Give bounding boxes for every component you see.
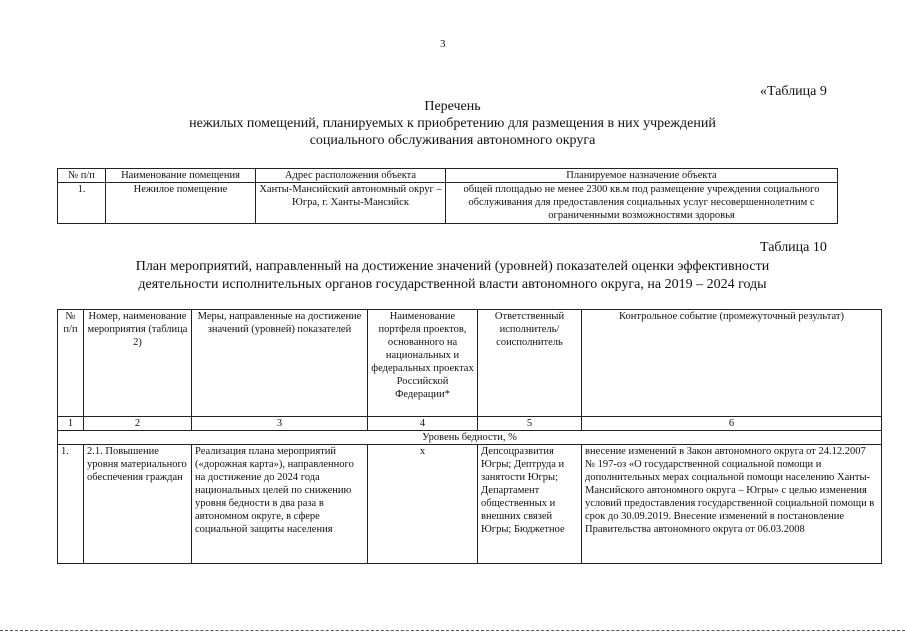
table10-label: Таблица 10 bbox=[760, 240, 827, 255]
section-heading-cell: Уровень бедности, % bbox=[58, 431, 882, 445]
column-number-cell: 2 bbox=[84, 417, 192, 431]
table9-header-cell: Планируемое назначение объекта bbox=[446, 169, 838, 183]
page-number: 3 bbox=[440, 38, 446, 50]
table9-label: «Таблица 9 bbox=[760, 84, 827, 99]
table9-header-row bbox=[58, 169, 838, 183]
table9-header-cell: Адрес расположения объекта bbox=[256, 169, 446, 183]
table9-title bbox=[0, 98, 905, 149]
table10-cell-num: 1. bbox=[58, 445, 84, 564]
table9-cell-purpose: общей площадью не менее 2300 кв.м под размещение учреждения социального обслуживания для предоставления социальных услуг несовершеннолетним с ограниченными возможностями здоровья bbox=[446, 183, 838, 224]
table9-title-line: социального обслуживания автономного округа bbox=[309, 133, 596, 148]
column-number-cell: 4 bbox=[368, 417, 478, 431]
table10-section-row bbox=[58, 431, 882, 445]
table10-cell-portfolio: х bbox=[368, 445, 478, 564]
column-number-cell: 1 bbox=[58, 417, 84, 431]
table-row bbox=[58, 445, 882, 564]
table9-title-line: Перечень bbox=[424, 99, 481, 114]
table10-title bbox=[0, 258, 905, 294]
table9-header-cell: № п/п bbox=[58, 169, 106, 183]
table10-cell-event: внесение изменений в Закон автономного округа от 24.12.2007 № 197-оз «О государственной социальной помощи и дополнительных мерах социальной помощи населению Ханты-Мансийского автономного округа – Югры» с целью изменения условий предоставления государственной социальной помощи в срок до 30.09.2019. Внесение изменений в постановление Правительства автономного округа от 06.03.2008 bbox=[582, 445, 882, 564]
table10-cell-activity: 2.1. Повышение уровня материального обеспечения граждан bbox=[84, 445, 192, 564]
table10-cell-responsible: Депсоцразвития Югры; Дептруда и занятости Югры; Департамент общественных и внешних связей Югры; Бюджетное bbox=[478, 445, 582, 564]
table10-header-cell: Наименование портфеля проектов, основанного на национальных и федеральных проектах Российской Федерации* bbox=[368, 310, 478, 417]
table9-cell-address: Ханты-Мансийский автономный округ – Югра, г. Ханты-Мансийск bbox=[256, 183, 446, 224]
table10-title-line: деятельности исполнительных органов государственной власти автономного округа, на 2019 – 2024 годы bbox=[138, 277, 767, 292]
table9-header-cell: Наименование помещения bbox=[106, 169, 256, 183]
table10-header-cell: Ответственный исполнитель/соисполнитель bbox=[478, 310, 582, 417]
table10-column-numbers-row bbox=[58, 417, 882, 431]
table10-header-cell: Меры, направленные на достижение значений (уровней) показателей bbox=[192, 310, 368, 417]
column-number-cell: 5 bbox=[478, 417, 582, 431]
table9-cell-name: Нежилое помещение bbox=[106, 183, 256, 224]
table9-cell-num: 1. bbox=[58, 183, 106, 224]
table10-title-line: План мероприятий, направленный на достижение значений (уровней) показателей оценки эффективности bbox=[135, 259, 770, 274]
column-number-cell: 3 bbox=[192, 417, 368, 431]
table10-cell-measures: Реализация плана мероприятий («дорожная карта»), направленного на достижение до 2024 года национальных целей по снижению уровня бедности в два раза в автономном округе, в сфере социальной защиты населения bbox=[192, 445, 368, 564]
table10-header-cell: № п/п bbox=[58, 310, 84, 417]
page-bottom-edge bbox=[0, 630, 905, 631]
table10 bbox=[57, 309, 882, 564]
table10-header-cell: Номер, наименование мероприятия (таблица 2) bbox=[84, 310, 192, 417]
table10-header-cell: Контрольное событие (промежуточный результат) bbox=[582, 310, 882, 417]
column-number-cell: 6 bbox=[582, 417, 882, 431]
table9-title-line: нежилых помещений, планируемых к приобретению для размещения в них учреждений bbox=[189, 116, 716, 131]
table-row bbox=[58, 183, 838, 224]
table9 bbox=[57, 168, 838, 224]
table10-header-row bbox=[58, 310, 882, 417]
